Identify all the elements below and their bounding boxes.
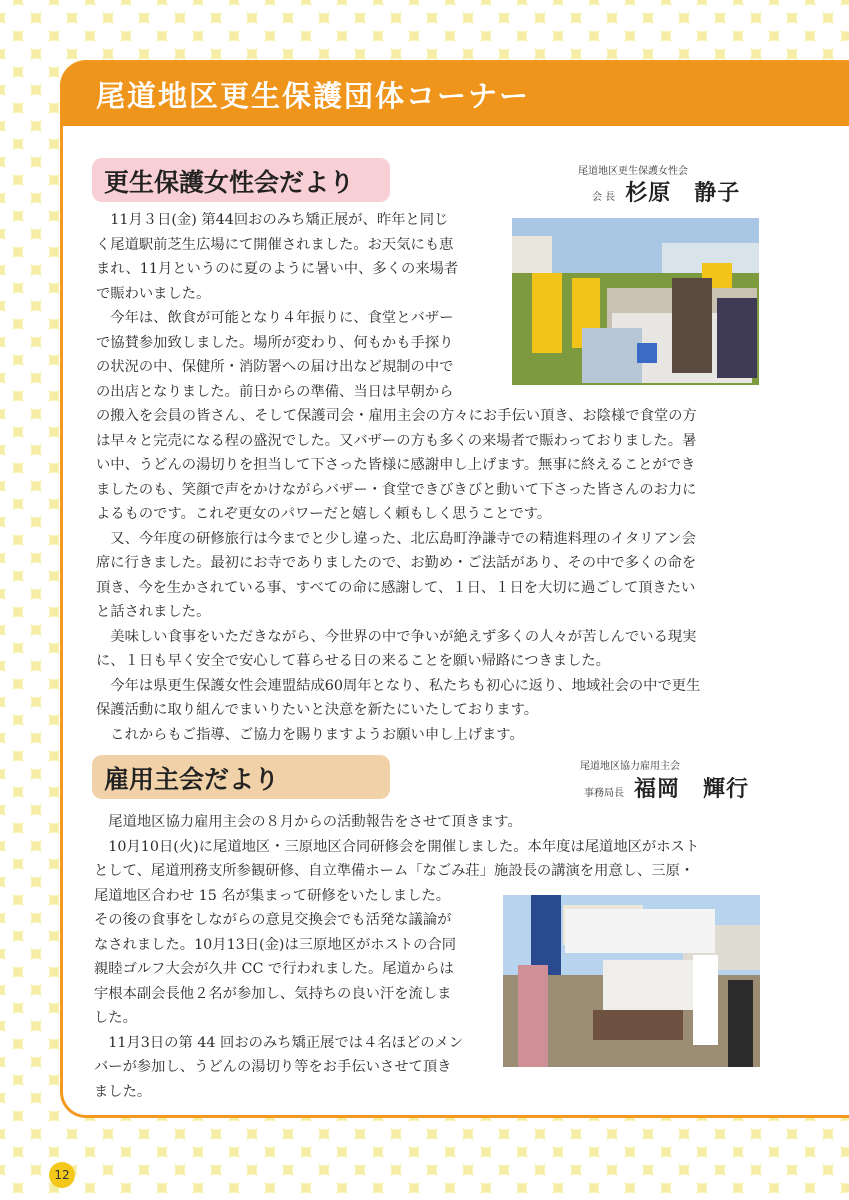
section1-body xyxy=(96,208,700,747)
section2-line: バーが参加し、うどんの湯切り等をお手伝いさせて頂き xyxy=(94,1059,452,1075)
section1-line: 今年は県更生保護女性会連盟結成60周年となり、私たちも初心に返り、地域社会の中で更生 xyxy=(96,677,701,694)
section2-line: その後の食事をしながらの意見交換会でも活発な議論が xyxy=(94,912,452,928)
section1-line: まれ、11月というのに夏のように暑い中、多くの来場者 xyxy=(96,261,459,277)
section1-line: 美味しい食事をいただきながら、今世界の中で争いが絶えず多くの人々が苦しんでいる現実 xyxy=(96,628,697,645)
person-name: 福岡 輝行 xyxy=(634,776,750,802)
section1-line: 又、今年度の研修旅行は今までと少し違った、北広島町浄謙寺での精進料理のイタリアン会 xyxy=(96,530,696,547)
section2-line: 親睦ゴルフ大会が久井 CC で行われました。尾道からは xyxy=(94,961,454,977)
section1-line: は早々と完売になる程の盛況でした。又バザーの方も多くの来場者で賑わっておりました。暑 xyxy=(96,432,697,449)
section1-line: 保護活動に取り組んでまいりたいと決意を新たにいたしております。 xyxy=(96,702,539,718)
section2-line: 尾道地区合わせ 15 名が集まって研修をいたしました。 xyxy=(94,887,451,904)
section1-line: これからもご指導、ご協力を賜りますようお願い申し上げます。 xyxy=(96,726,524,743)
section1-line: と話されました。 xyxy=(96,604,211,620)
page-number: 12 xyxy=(49,1162,75,1188)
section2-body xyxy=(94,810,699,1104)
person-name: 杉原 静子 xyxy=(625,180,741,206)
person-credit xyxy=(584,772,749,803)
section-label-employers-association: 雇用主会だより xyxy=(92,755,390,799)
section2-line: した。 xyxy=(94,1010,137,1026)
section2-line: 11月3日の第 44 回おのみち矯正展では４名ほどのメン xyxy=(94,1034,464,1051)
section1-line: 頂き、今を生かされている事、すべての命に感謝して、１日、１日を大切に過ごして頂きたい xyxy=(96,579,696,596)
page-title: 尾道地区更生保護団体コーナー xyxy=(96,79,531,113)
section1-line: い中、うどんの湯切りを担当して下さった皆様に感謝申し上げます。無事に終えることができ xyxy=(96,457,696,473)
person-role: 事務局長 xyxy=(584,788,624,799)
section1-line: 今年は、飲食が可能となり４年振りに、食堂とバザー xyxy=(96,310,454,326)
section1-line: の状況の中、保健所・消防署への届け出など規制の中で xyxy=(96,359,454,375)
section2-line: なされました。10月13日(金)は三原地区がホストの合同 xyxy=(94,936,457,953)
section1-line: 11月３日(金) 第44回おのみち矯正展が、昨年と同じ xyxy=(96,212,449,228)
section1-line: で賑わいました。 xyxy=(96,285,211,302)
section1-line: 席に行きました。最初にお寺でありましたので、お勤め・ご法話があり、その中で多くの命を xyxy=(96,555,697,571)
section1-line: に、１日も早く安全で安心して暮らせる日の来ることを願い帰路につきました。 xyxy=(96,653,610,669)
section2-line: 尾道地区協力雇用主会の８月からの活動報告をさせて頂きます。 xyxy=(94,814,522,830)
person-credit xyxy=(592,176,740,207)
organization-name: 尾道地区更生保護女性会 xyxy=(578,166,688,177)
section1-line: の搬入を会員の皆さん、そして保護司会・雇用主会の方々にお手伝い頂き、お陰様で食堂の方 xyxy=(96,408,697,424)
header-banner xyxy=(60,62,849,126)
section2-line: ました。 xyxy=(94,1083,152,1100)
section1-line: く尾道駅前芝生広場にて開催されました。お天気にも恵 xyxy=(96,236,454,253)
person-role: 会 長 xyxy=(592,192,616,203)
section2-line: 10月10日(火)に尾道地区・三原地区合同研修会を開催しました。本年度は尾道地区がホスト xyxy=(94,838,700,855)
section1-line: ましたのも、笑顔で声をかけながらバザー・食堂できびきびと動いて下さった皆さんのお力に xyxy=(96,481,697,498)
section1-line: で協賛参加致しました。場所が変わり、何もかも手探り xyxy=(96,334,454,351)
section1-line: の出店となりました。前日からの準備、当日は早朝から xyxy=(96,383,454,400)
section-label-womens-association: 更生保護女性会だより xyxy=(92,158,390,202)
section1-line: よるものです。これぞ更女のパワーだと嬉しく頼もしく思うことです。 xyxy=(96,506,552,522)
section2-line: 宇根本副会長他２名が参加し、気持ちの良い汗を流しま xyxy=(94,985,452,1002)
section2-line: として、尾道刑務支所参観研修、自立準備ホーム「なごみ荘」施設長の講演を用意し、三原・ xyxy=(94,863,695,879)
organization-name: 尾道地区協力雇用主会 xyxy=(580,761,680,772)
